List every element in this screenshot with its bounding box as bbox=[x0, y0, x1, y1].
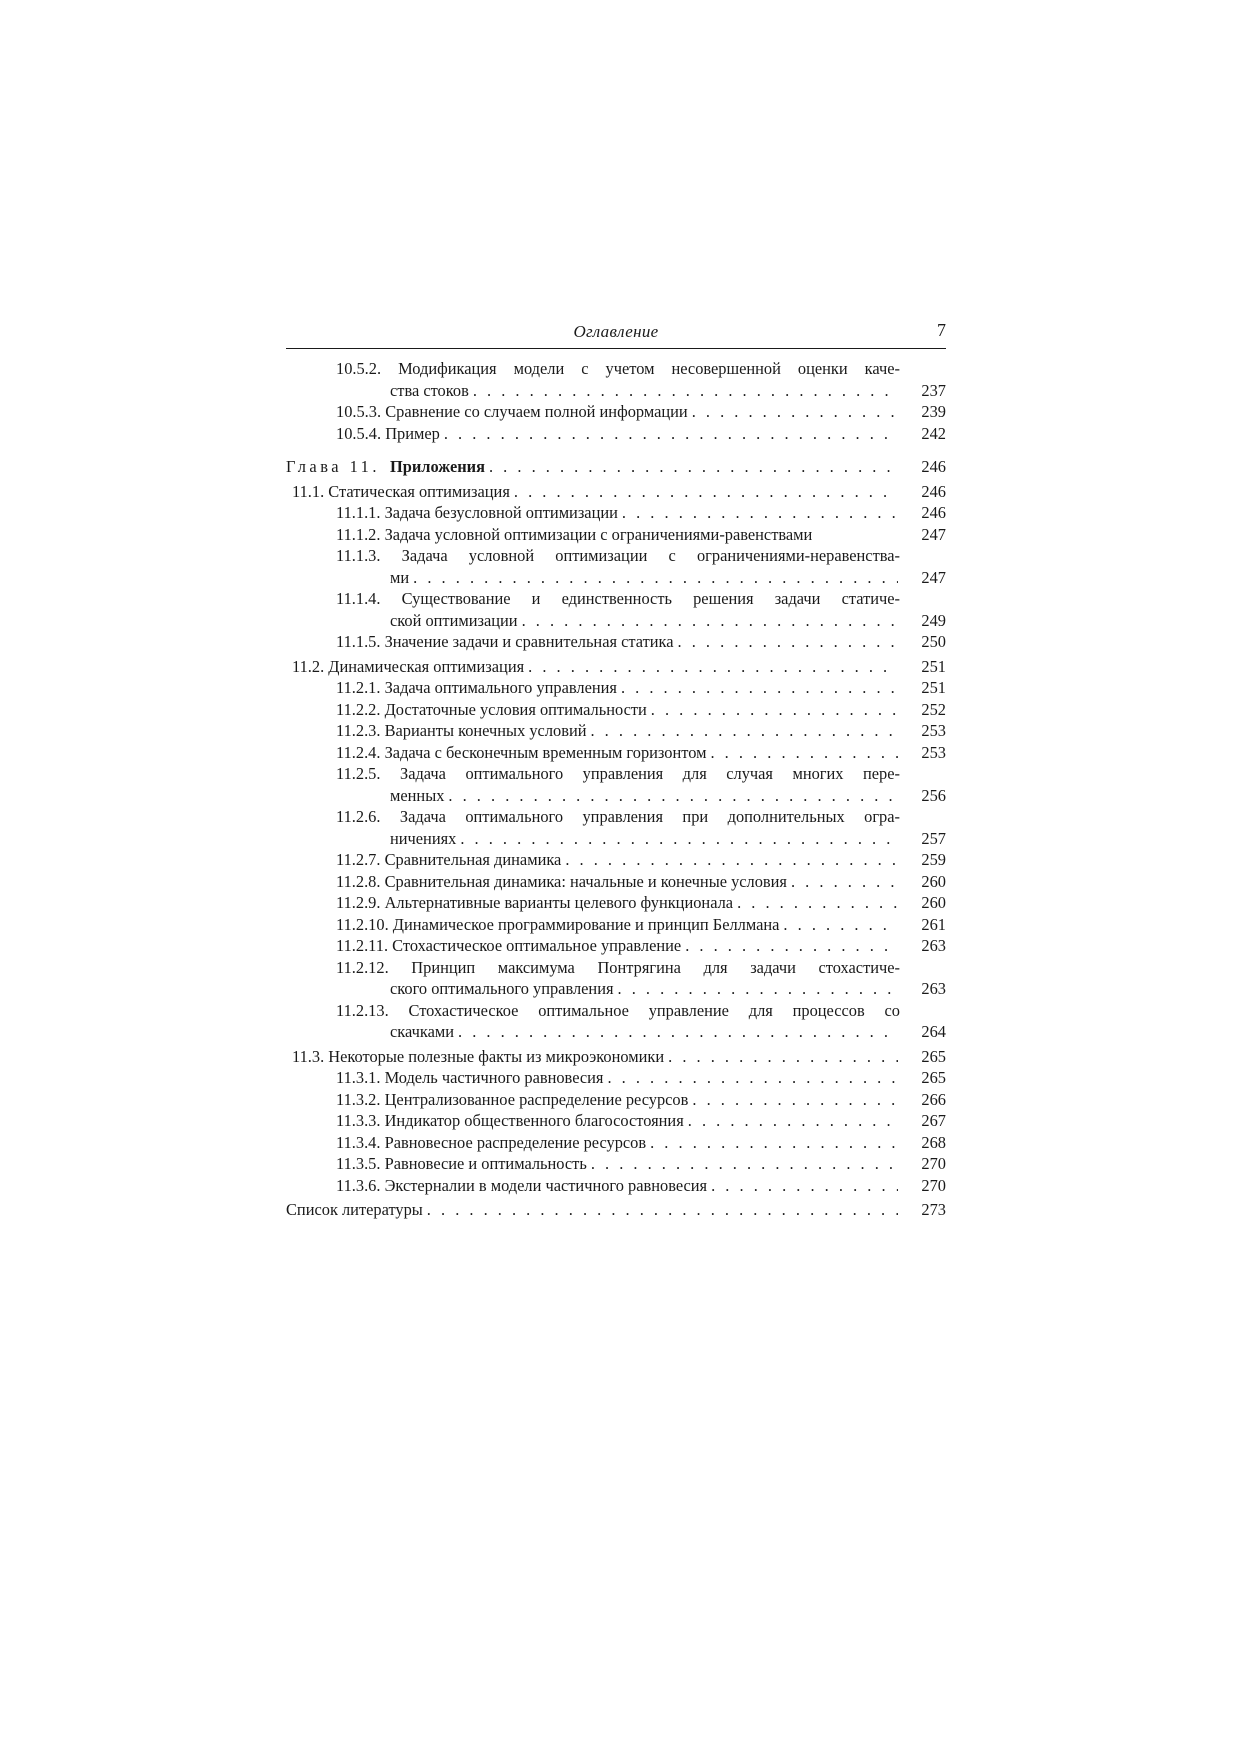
toc-page-number: 246 bbox=[921, 457, 946, 476]
toc-page-number: 247 bbox=[921, 567, 946, 587]
toc-entry: 11.3.5. Равновесие и оптимальность . . . 270 bbox=[336, 1153, 946, 1175]
toc-entry: 11.3.6. Экстерналии в модели частичного равновесия . . . 270 bbox=[336, 1175, 946, 1197]
toc-page-number: 237 bbox=[921, 380, 946, 400]
toc-page-number: 268 bbox=[921, 1132, 946, 1152]
toc-page-number: 261 bbox=[921, 914, 946, 934]
toc-page-number: 259 bbox=[921, 850, 946, 869]
chapter-title: Приложения bbox=[389, 457, 485, 476]
toc-entry: 11.2.13. Стохастическое оптимальное управление для процессов со скачками . . . 264 bbox=[336, 1000, 946, 1043]
toc-section: 11.1. Статическая оптимизация . . . 246 bbox=[292, 481, 946, 503]
toc-page-number: 250 bbox=[921, 632, 946, 651]
toc-page-number: 270 bbox=[921, 1175, 946, 1195]
toc-entry: 11.3.2. Централизованное распределение ресурсов . . . 266 bbox=[336, 1089, 946, 1111]
toc-page-number: 260 bbox=[921, 893, 946, 912]
toc-page-number: 260 bbox=[921, 871, 946, 891]
toc-entry: 11.2.4. Задача с бесконечным временным горизонтом . . . 253 bbox=[336, 742, 946, 764]
toc-entry: 11.1.5. Значение задачи и сравнительная статика . . . 250 bbox=[336, 631, 946, 653]
toc-section: 11.3. Некоторые полезные факты из микроэкономики . . . 265 bbox=[292, 1046, 946, 1068]
toc-page-number: 246 bbox=[921, 481, 946, 501]
toc-page-number: 273 bbox=[921, 1200, 946, 1219]
toc-entry: 11.2.5. Задача оптимального управления для случая многих пере- менных . . . 256 bbox=[336, 763, 946, 806]
toc-page-number: 242 bbox=[921, 423, 946, 443]
running-header bbox=[286, 318, 946, 349]
toc-entry: 11.2.9. Альтернативные варианты целевого функционала . . . 260 bbox=[336, 892, 946, 914]
toc-entry: 11.2.11. Стохастическое оптимальное управление . . . 263 bbox=[336, 935, 946, 957]
toc-page-number: 239 bbox=[921, 402, 946, 421]
toc-page-number: 270 bbox=[921, 1154, 946, 1173]
toc-page-number: 256 bbox=[921, 785, 946, 805]
toc-page-number: 265 bbox=[921, 1046, 946, 1066]
toc-entry: 11.2.7. Сравнительная динамика . . . 259 bbox=[336, 849, 946, 871]
toc-entry: 11.3.1. Модель частичного равновесия . . . 265 bbox=[336, 1067, 946, 1089]
toc-page-number: 266 bbox=[921, 1089, 946, 1109]
toc-page-number: 267 bbox=[921, 1111, 946, 1130]
toc-page-number: 257 bbox=[921, 828, 946, 848]
toc-page-number: 265 bbox=[921, 1068, 946, 1087]
toc-entry: 11.1.4. Существование и единственность решения задачи статиче- ской оптимизации . . . 249 bbox=[336, 588, 946, 631]
table-of-contents bbox=[286, 358, 946, 1221]
toc-entry: 11.1.3. Задача условной оптимизации с ограничениями-неравенства- ми . . . 247 bbox=[336, 545, 946, 588]
book-page bbox=[286, 318, 946, 1221]
toc-entry: 11.2.12. Принцип максимума Понтрягина для задачи стохастиче- ского оптимального управления . . . 263 bbox=[336, 957, 946, 1000]
toc-page-number: 263 bbox=[921, 979, 946, 998]
toc-page-number: 251 bbox=[921, 656, 946, 676]
header-page-number: 7 bbox=[937, 320, 946, 340]
toc-page-number: 247 bbox=[921, 524, 946, 544]
toc-entry: 10.5.3. Сравнение со случаем полной информации . . . 239 bbox=[336, 401, 946, 423]
toc-entry: 10.5.4. Пример . . . 242 bbox=[336, 423, 946, 445]
toc-entry: 11.3.3. Индикатор общественного благосостояния . . . 267 bbox=[336, 1110, 946, 1132]
toc-page-number: 246 bbox=[921, 503, 946, 522]
toc-entry: 11.2.2. Достаточные условия оптимальности . . . 252 bbox=[336, 699, 946, 721]
toc-page-number: 264 bbox=[921, 1022, 946, 1041]
toc-page-number: 253 bbox=[921, 742, 946, 762]
toc-entry: 11.3.4. Равновесное распределение ресурсов . . . 268 bbox=[336, 1132, 946, 1154]
toc-entry: 11.1.1. Задача безусловной оптимизации . . . 246 bbox=[336, 502, 946, 524]
toc-section: 11.2. Динамическая оптимизация . . . 251 bbox=[292, 656, 946, 678]
header-title: Оглавление bbox=[573, 322, 659, 341]
toc-chapter bbox=[286, 456, 946, 478]
toc-entry: 10.5.2. Модификация модели с учетом несовершенной оценки каче- ства стоков . . . 237 bbox=[336, 358, 946, 401]
toc-entry: 11.2.8. Сравнительная динамика: начальные и конечные условия . . . 260 bbox=[336, 871, 946, 893]
toc-entry: 11.1.2. Задача условной оптимизации с ограничениями-равенствами 247 bbox=[336, 524, 946, 544]
toc-entry: 11.2.1. Задача оптимального управления . . . 251 bbox=[336, 677, 946, 699]
toc-page-number: 252 bbox=[921, 699, 946, 719]
toc-page-number: 251 bbox=[921, 678, 946, 697]
toc-page-number: 249 bbox=[921, 610, 946, 630]
toc-entry: 11.2.3. Варианты конечных условий . . . 253 bbox=[336, 720, 946, 742]
toc-page-number: 253 bbox=[921, 721, 946, 740]
toc-bibliography: Список литературы . . . 273 bbox=[286, 1199, 946, 1221]
toc-entry: 11.2.6. Задача оптимального управления при дополнительных огра- ничениях . . . 257 bbox=[336, 806, 946, 849]
chapter-label: Глава 11. bbox=[286, 457, 380, 476]
toc-page-number: 263 bbox=[921, 936, 946, 955]
toc-entry: 11.2.10. Динамическое программирование и принцип Беллмана . . . 261 bbox=[336, 914, 946, 936]
